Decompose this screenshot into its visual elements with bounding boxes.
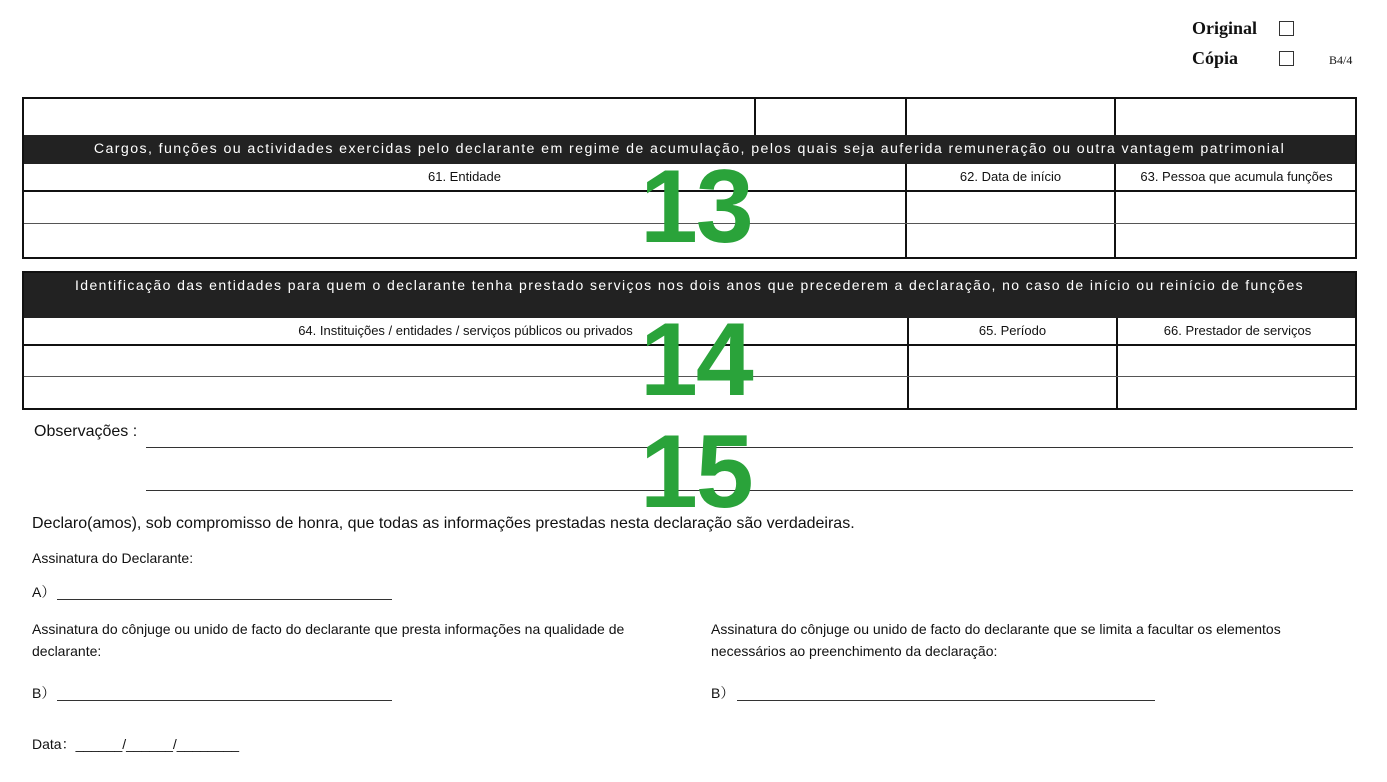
original-label: Original [1192,18,1258,38]
copia-label: Cópia [1192,48,1239,68]
signature-a-prefix: A） [32,584,56,600]
signature-conjuge-right-label: Assinatura do cônjuge ou unido de facto do declarante que se limita a facultar os elementos necessários ao preenchimento da declaração: [711,621,1281,659]
header-data-inicio: 62. Data de início [959,169,1062,184]
observacoes-label: Observações : [34,423,138,440]
section-13-title: Cargos, funções ou actividades exercidas pelo declarante em regime de acumulação, pelos quais seja auferida remuneração ou outra vantagem patrimonial [24,135,1355,164]
overlay-number-14: 14 [640,302,752,418]
overlay-number-15: 15 [640,414,752,530]
overlay-number-13: 13 [640,149,752,265]
signature-conjuge-left-label: Assinatura do cônjuge ou unido de facto do declarante que presta informações na qualidade de declarante: [32,621,625,659]
copia-checkbox[interactable] [1279,51,1294,66]
signature-b-left-line[interactable] [57,700,392,701]
header-prestador: 66. Prestador de serviços [1163,323,1312,338]
carryover-row [24,99,1355,135]
signature-a-line[interactable] [57,599,392,600]
page-reference: B4/4 [1329,53,1353,67]
signature-b-right-prefix: B） [711,685,735,701]
signature-b-left-prefix: B） [32,685,56,701]
section-14-title: Identificação das entidades para quem o declarante tenha prestado serviços nos dois anos que precederem a declaração, no caso de início ou reinício de funções [24,273,1355,318]
date-field[interactable]: Data：______/______/________ [32,736,240,752]
original-checkbox[interactable] [1279,21,1294,36]
header-instituicoes: 64. Instituições / entidades / serviços públicos ou privados [298,323,633,338]
header-periodo: 65. Período [978,323,1047,338]
signature-declarante-label: Assinatura do Declarante: [32,550,194,566]
header-pessoa-acumula: 63. Pessoa que acumula funções [1140,169,1333,184]
signature-b-right-line[interactable] [737,700,1155,701]
declaration-text: Declaro(amos), sob compromisso de honra, que todas as informações prestadas nesta declaração são verdadeiras. [32,515,855,532]
header-entidade: 61. Entidade [427,169,501,184]
